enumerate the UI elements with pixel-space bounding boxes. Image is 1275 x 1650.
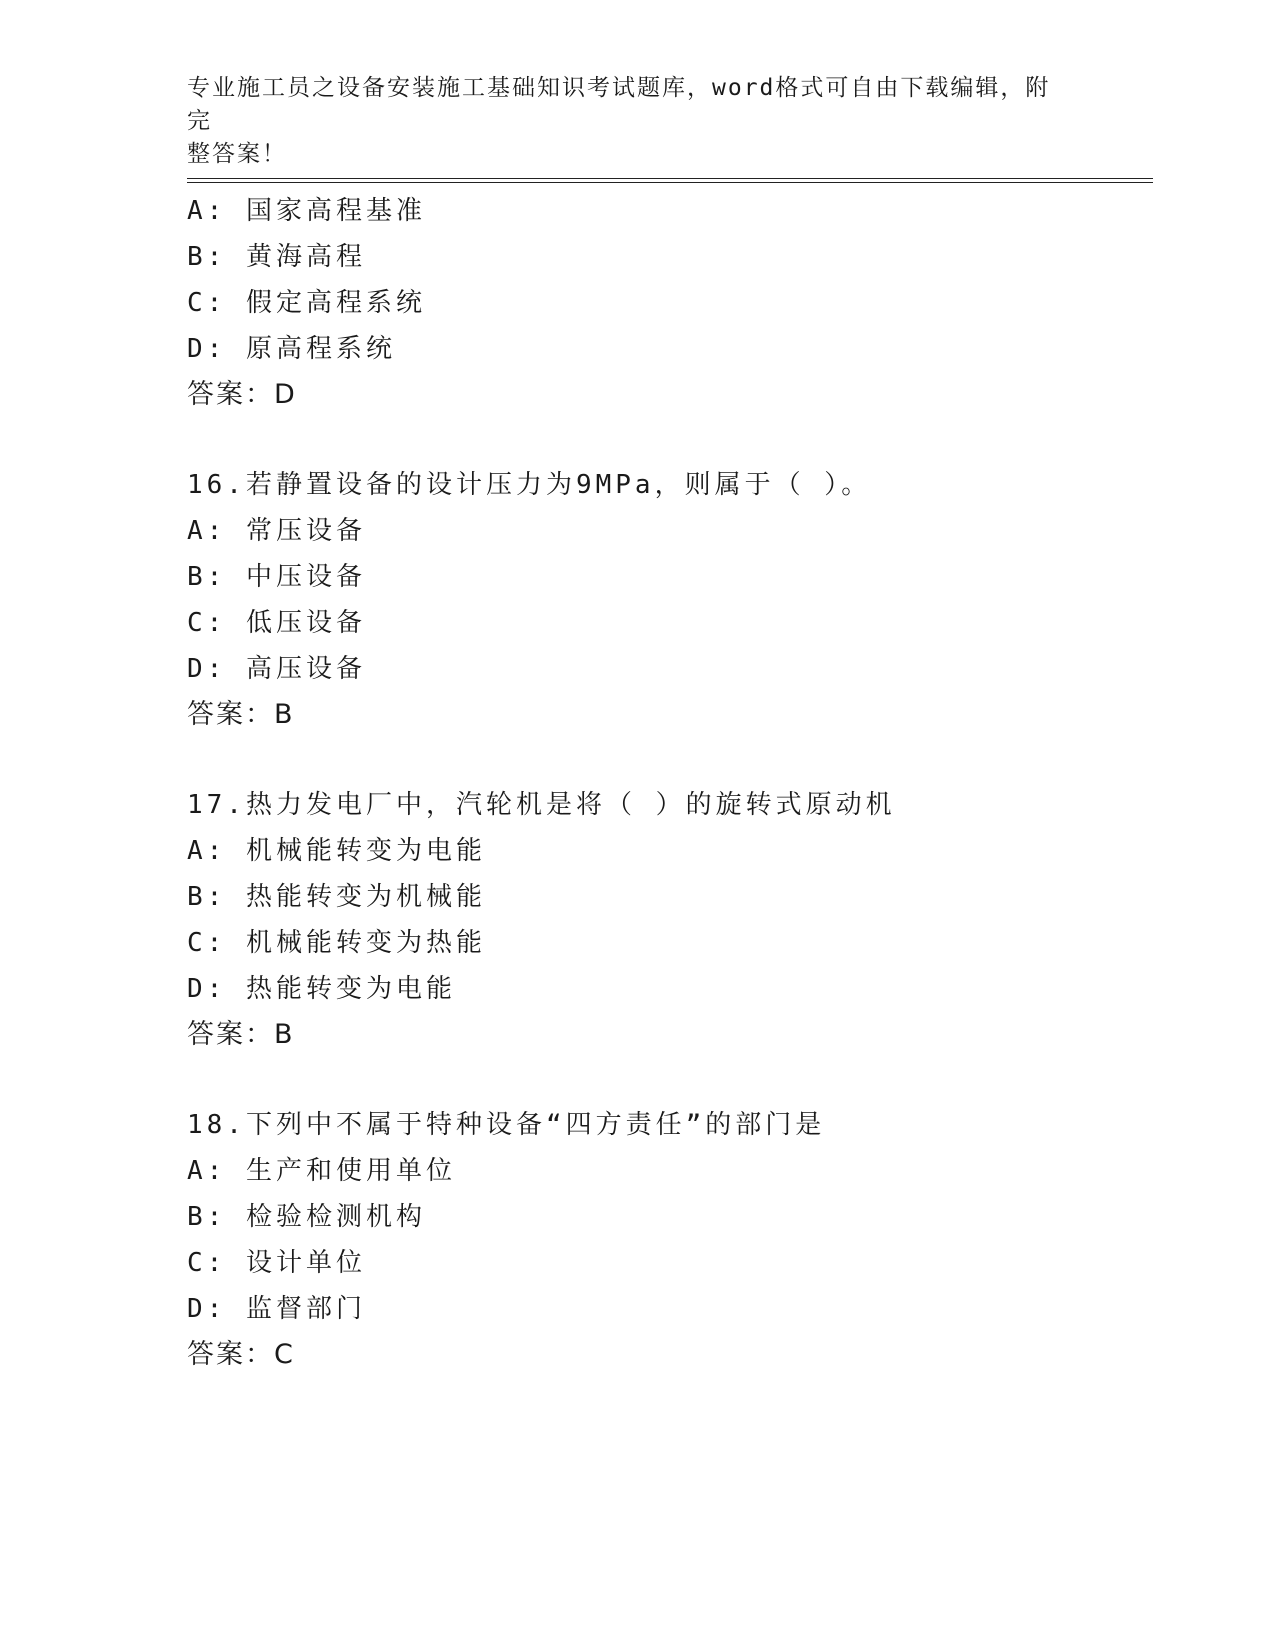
- option-c: C: 假定高程系统: [187, 288, 426, 318]
- question-17: [187, 782, 1147, 1058]
- question-16: [187, 462, 1147, 738]
- option-c: C: 机械能转变为热能: [187, 928, 486, 958]
- option-a: A: 生产和使用单位: [187, 1156, 456, 1186]
- option-c: C: 设计单位: [187, 1248, 366, 1278]
- option-a: A: 国家高程基准: [187, 196, 426, 226]
- header-divider: [187, 178, 1153, 183]
- option-d: D: 热能转变为电能: [187, 974, 456, 1004]
- option-b: B: 检验检测机构: [187, 1202, 426, 1232]
- answer: 答案：B: [187, 1019, 295, 1050]
- answer: 答案：C: [187, 1339, 295, 1370]
- option-a: A: 机械能转变为电能: [187, 836, 486, 866]
- option-a: A: 常压设备: [187, 516, 366, 546]
- question-15: [187, 188, 1147, 418]
- question-stem: 17.热力发电厂中，汽轮机是将（ ）的旋转式原动机: [187, 790, 896, 820]
- question-18: [187, 1102, 1147, 1378]
- question-stem: 16.若静置设备的设计压力为9MPa，则属于（ ）。: [187, 470, 872, 500]
- header-line-1: 专业施工员之设备安装施工基础知识考试题库，word格式可自由下载编辑，附完: [187, 75, 1051, 134]
- option-b: B: 黄海高程: [187, 242, 366, 272]
- answer: 答案：B: [187, 699, 295, 730]
- header-line-2: 整答案！: [187, 141, 287, 167]
- document-header: [187, 72, 1067, 171]
- question-list: [187, 188, 1147, 1378]
- option-b: B: 热能转变为机械能: [187, 882, 486, 912]
- option-d: D: 原高程系统: [187, 334, 396, 364]
- answer: 答案：D: [187, 379, 297, 410]
- option-c: C: 低压设备: [187, 608, 366, 638]
- question-stem: 18.下列中不属于特种设备“四方责任”的部门是: [187, 1110, 826, 1140]
- option-b: B: 中压设备: [187, 562, 366, 592]
- option-d: D: 监督部门: [187, 1294, 366, 1324]
- option-d: D: 高压设备: [187, 654, 366, 684]
